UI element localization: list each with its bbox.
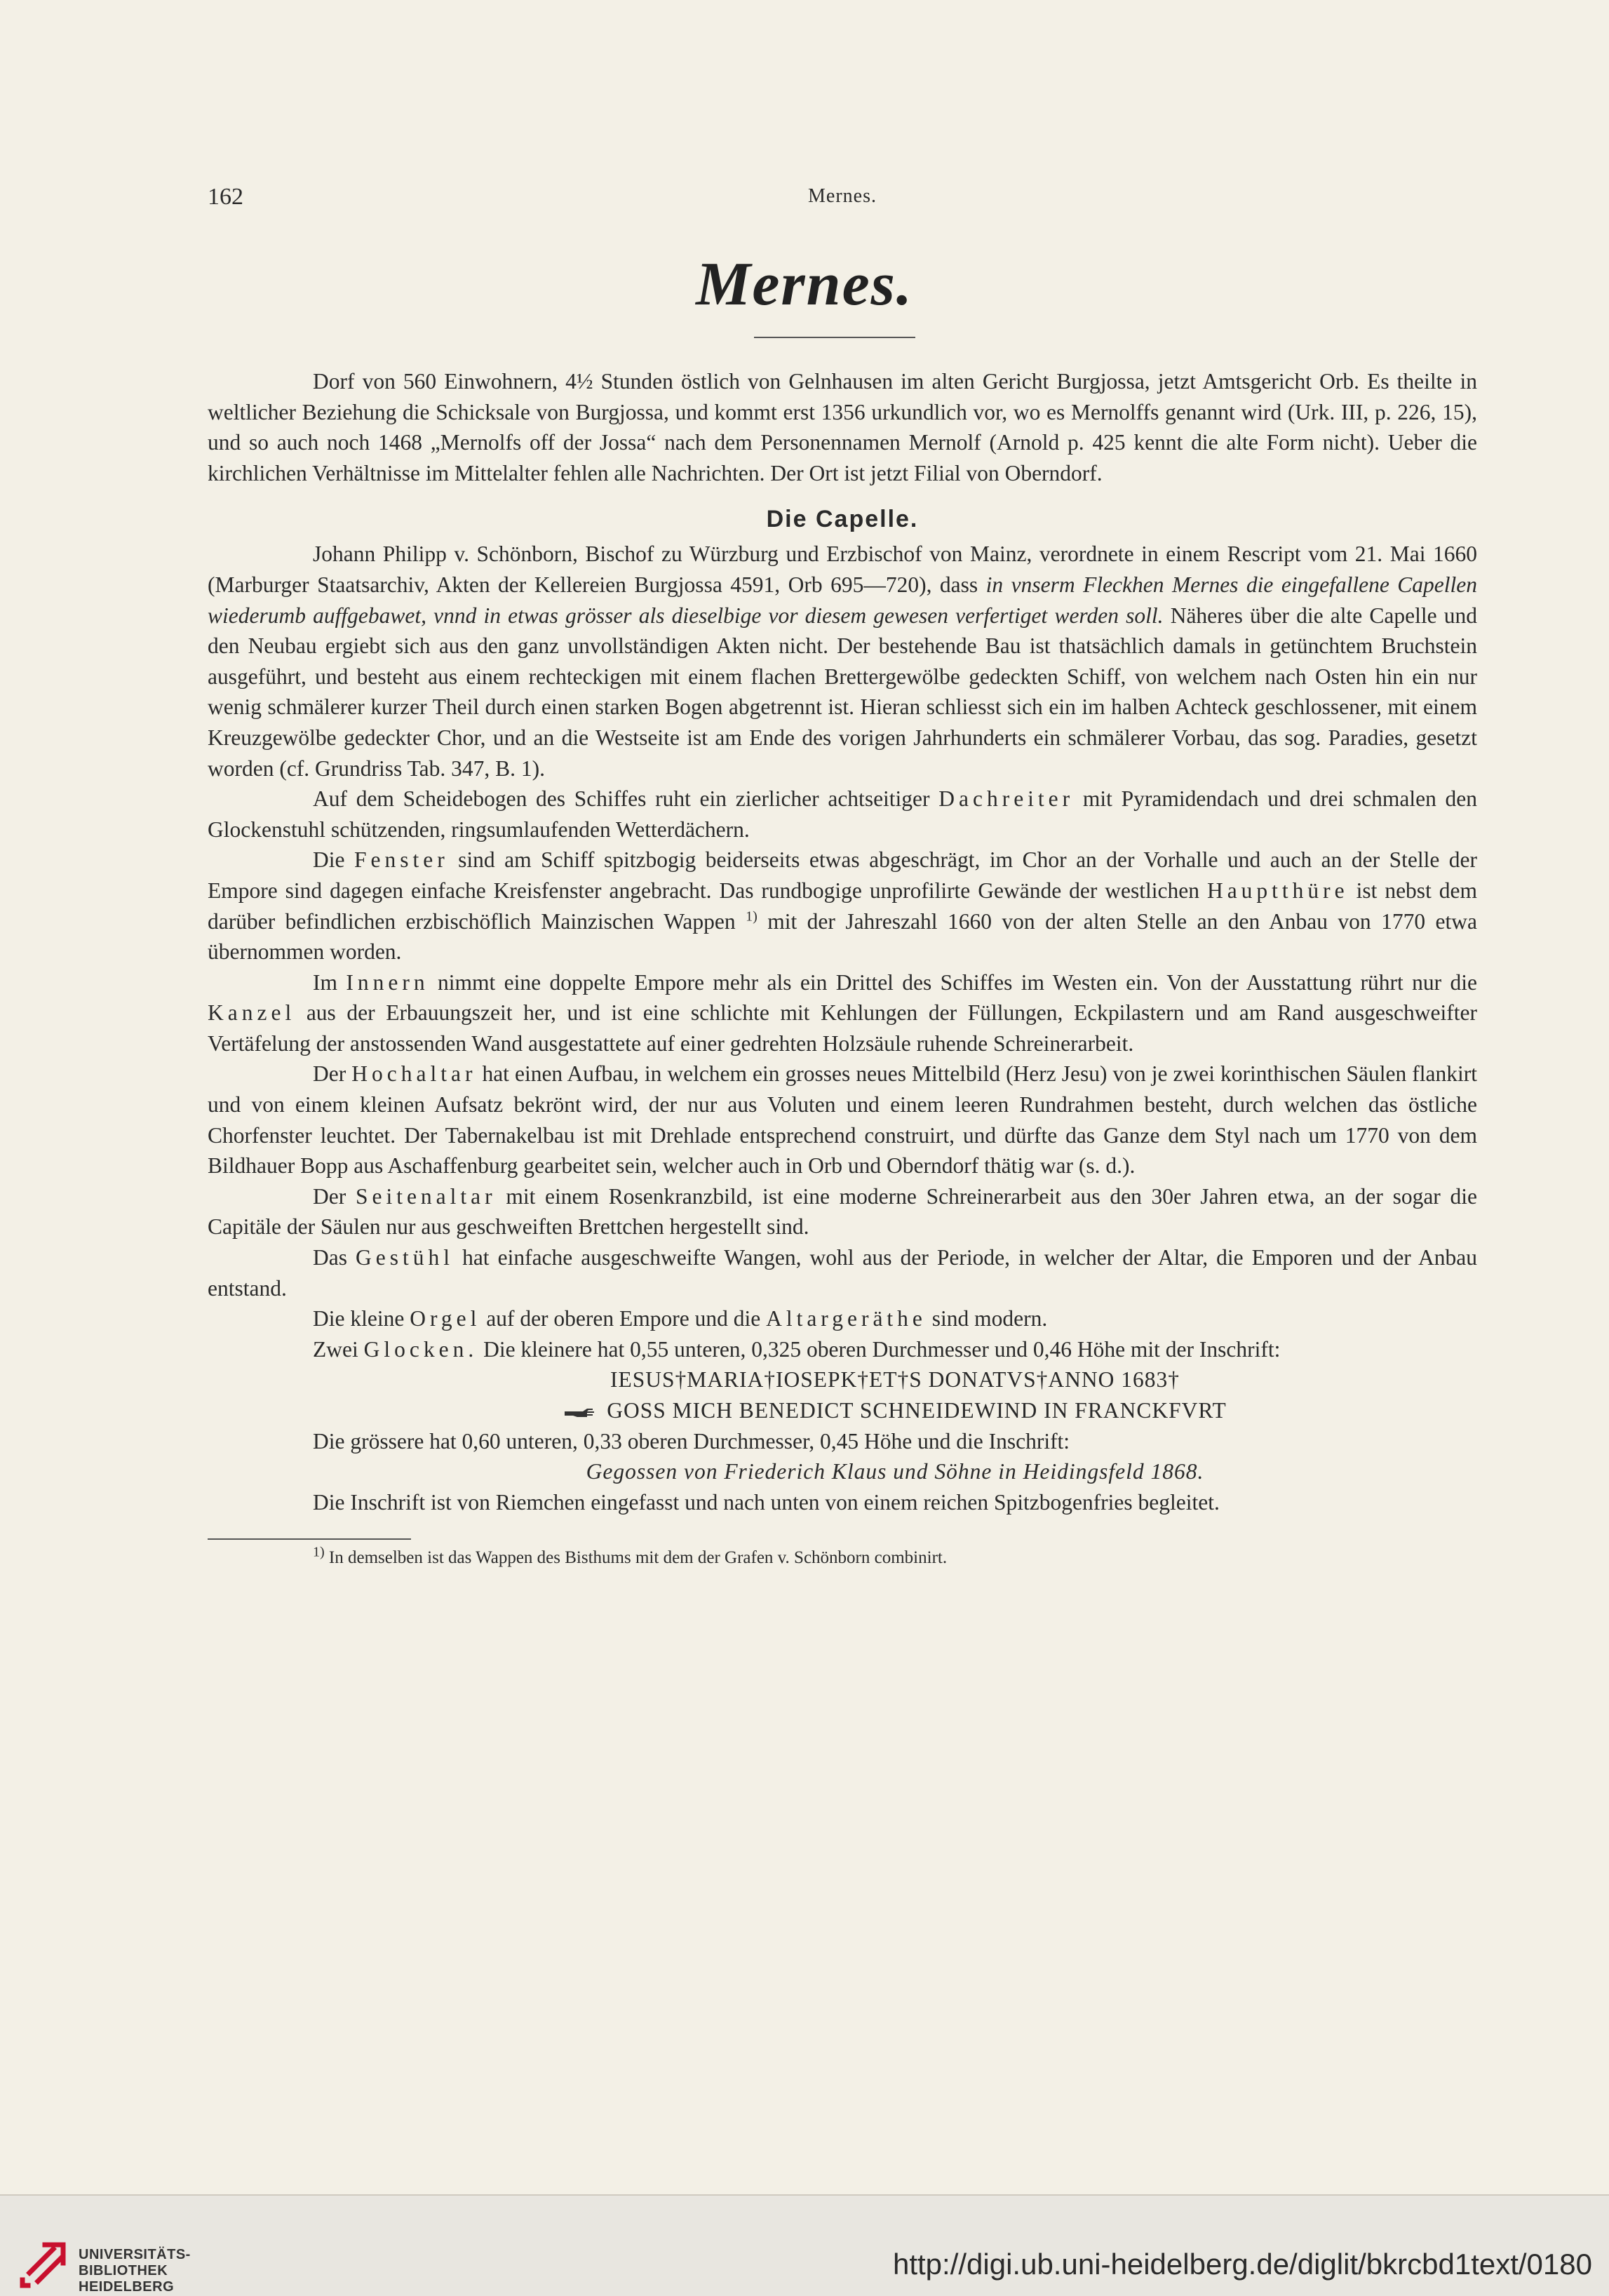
intro-paragraph: Dorf von 560 Einwohnern, 4½ Stunden östlich von Gelnhausen im alten Gericht Burgjossa, jetzt Amtsgericht Orb. Es theilte in weltlicher Beziehung die Schicksale von Burgjossa, und kommt erst 1356 urkundlich vor, wo es Mernolffs genannt wird (Urk. III, p. 226, 15), und so auch noch 1468 „Mernolfs off der Jossa“ nach dem Personennamen Mernolf (Arnold p. 425 kennt die alte Form nicht). Ueber die kirchlichen Verhältnisse im Mittelalter fehlen alle Nachrichten. Der Ort ist jetzt Filial von Oberndorf.: [208, 369, 1477, 485]
bell-inscription-2-line: GOSS MICH BENEDICT SCHNEIDEWIND IN FRANCKFVRT: [208, 1395, 1477, 1426]
paragraph: Der Hochaltar hat einen Aufbau, in welchem ein grosses neues Mittelbild (Herz Jesu) von je zwei korinthischen Säulen flankirt und von einem kleinen Aufsatz bekrönt wird, der nur aus Voluten und einem leeren Rundrahmen besteht, durch welchen das östliche Chorfenster leuchtet. Der Tabernakelbau ist mit Drehlade entsprechend construirt, und dürfte das Ganze dem Styl nach um 1770 von dem Bildhauer Bopp aus Aschaffenburg gearbeitet sein, welcher auch in Orb und Oberndorf thätig war (s. d.).: [208, 1061, 1477, 1179]
page-number: 162: [208, 184, 243, 210]
paragraph: Die kleine Orgel auf der oberen Empore und die Altargeräthe sind modern.: [313, 1306, 1048, 1331]
bell-inscription-3: Gegossen von Friederich Klaus und Söhne in Heidingsfeld 1868.: [586, 1459, 1204, 1484]
paragraph: Die Inschrift ist von Riemchen eingefasst und nach unten von einem reichen Spitzbogenfries begleitet.: [313, 1489, 1220, 1515]
footnote: $^{1)}$ In demselben ist das Wappen des Bisthums mit dem der Grafen v. Schönborn combinirt.: [313, 1545, 948, 1568]
bell-inscription-1: IESUS†MARIA†IOSEPK†ET†S DONATVS†ANNO 1683†: [610, 1367, 1180, 1392]
paragraph: Im Innern nimmt eine doppelte Empore mehr als ein Drittel des Schiffes im Westen ein. Von der Ausstattung rührt nur die Kanzel aus der Erbauungszeit her, und ist eine schlichte mit Kehlungen der Füllungen, Eckpilastern und am Rand ausgeschweifter Vertäfelung der anstossenden Wand ausgestattete auf einer gedrehten Holzsäule ruhende Schreinerarbeit.: [208, 969, 1477, 1056]
quoted-rescript: in vnserm Fleckhen Mernes die eingefallene Capellen wiederumb auffgebawet, vnnd in etwas grösser als dieselbige vor diesem gewesen verfertiget werden soll.: [208, 572, 1477, 628]
paragraph: Johann Philipp v. Schönborn, Bischof zu Würzburg und Erzbischof von Mainz, verordnete in einem Rescript vom 21. Mai 1660 (Marburger Staatsarchiv, Akten der Kellereien Burgjossa 4591, Orb 695—720), dass in vnserm Fleckhen Mernes die eingefallene Capellen wiederumb auffgebawet, vnnd in etwas grösser als dieselbige vor diesem gewesen verfertiget werden soll. Näheres über die alte Capelle und den Neubau ergiebt sich aus den ganz unvollständigen Akten nicht. Der bestehende Bau ist thatsächlich damals in getünchtem Bruchstein ausgeführt, und besteht aus einem rechteckigen mit einem flachen Brettergewölbe gedeckten Schiff, von welchem nach Osten hin ein nur wenig schmälerer kurzer Theil durch einen starken Bogen abgetrennt ist. Hieran schliesst sich ein im halben Achteck geschlossener, mit einem Kreuzgewölbe gedeckter Chor, und an die Westseite ist am Ende des vorigen Jahrhunderts ein schmälerer Vorbau, das sog. Paradies, gesetzt worden (cf. Grundriss Tab. 347, B. 1).: [208, 542, 1477, 781]
footnote-divider: [208, 1538, 411, 1540]
source-url-link[interactable]: http://digi.ub.uni-heidelberg.de/diglit/bkrcbd1text/0180: [892, 2248, 1592, 2281]
title-divider: [754, 337, 915, 338]
paragraph: Das Gestühl hat einfache ausgeschweifte Wangen, wohl aus der Periode, in welcher der Altar, die Emporen und der Anbau entstand.: [208, 1245, 1477, 1301]
footnote-reference: 1): [746, 908, 758, 924]
pointing-hand-icon: [563, 1406, 595, 1420]
running-head: Mernes.: [808, 185, 877, 207]
section-heading: Die Capelle.: [766, 506, 919, 533]
paragraph: Auf dem Scheidebogen des Schiffes ruht ein zierlicher achtseitiger Dachreiter mit Pyramidendach und drei schmalen den Glockenstuhl schützenden, ringsumlaufenden Wetterdächern.: [208, 786, 1478, 842]
paragraph: Die grössere hat 0,60 unteren, 0,33 oberen Durchmesser, 0,45 Höhe und die Inschrift:: [313, 1428, 1070, 1454]
paragraph: Zwei Glocken. Die kleinere hat 0,55 unteren, 0,325 oberen Durchmesser und 0,46 Höhe mit der Inschrift:: [313, 1336, 1281, 1362]
paragraph: Der Seitenaltar mit einem Rosenkranzbild, ist eine moderne Schreinerarbeit aus den 30er Jahren etwa, an der sogar die Capitäle der Säulen nur aus geschweiften Brettchen hergestellt sind.: [208, 1183, 1477, 1240]
page-title: Mernes.: [696, 250, 913, 318]
body-text: [208, 366, 1477, 1571]
library-logo-icon[interactable]: [17, 2239, 69, 2291]
page-header: [208, 184, 1477, 219]
paragraph: Die Fenster sind am Schiff spitzbogig beiderseits etwas abgeschrägt, im Chor an der Vorhalle und auch an der Stelle der Empore sind dagegen einfache Kreisfenster angebracht. Das rundbogige unprofilirte Gewände der westlichen Hauptthüre ist nebst dem darüber befindlichen erzbischöflich Mainzischen Wappen $^{1)}$ mit der Jahreszahl 1660 von der alten Stelle an den Anbau von 1770 etwa übernommen worden.: [208, 847, 1478, 965]
library-name[interactable]: UNIVERSITÄTS- BIBLIOTHEK HEIDELBERG: [79, 2247, 191, 2295]
